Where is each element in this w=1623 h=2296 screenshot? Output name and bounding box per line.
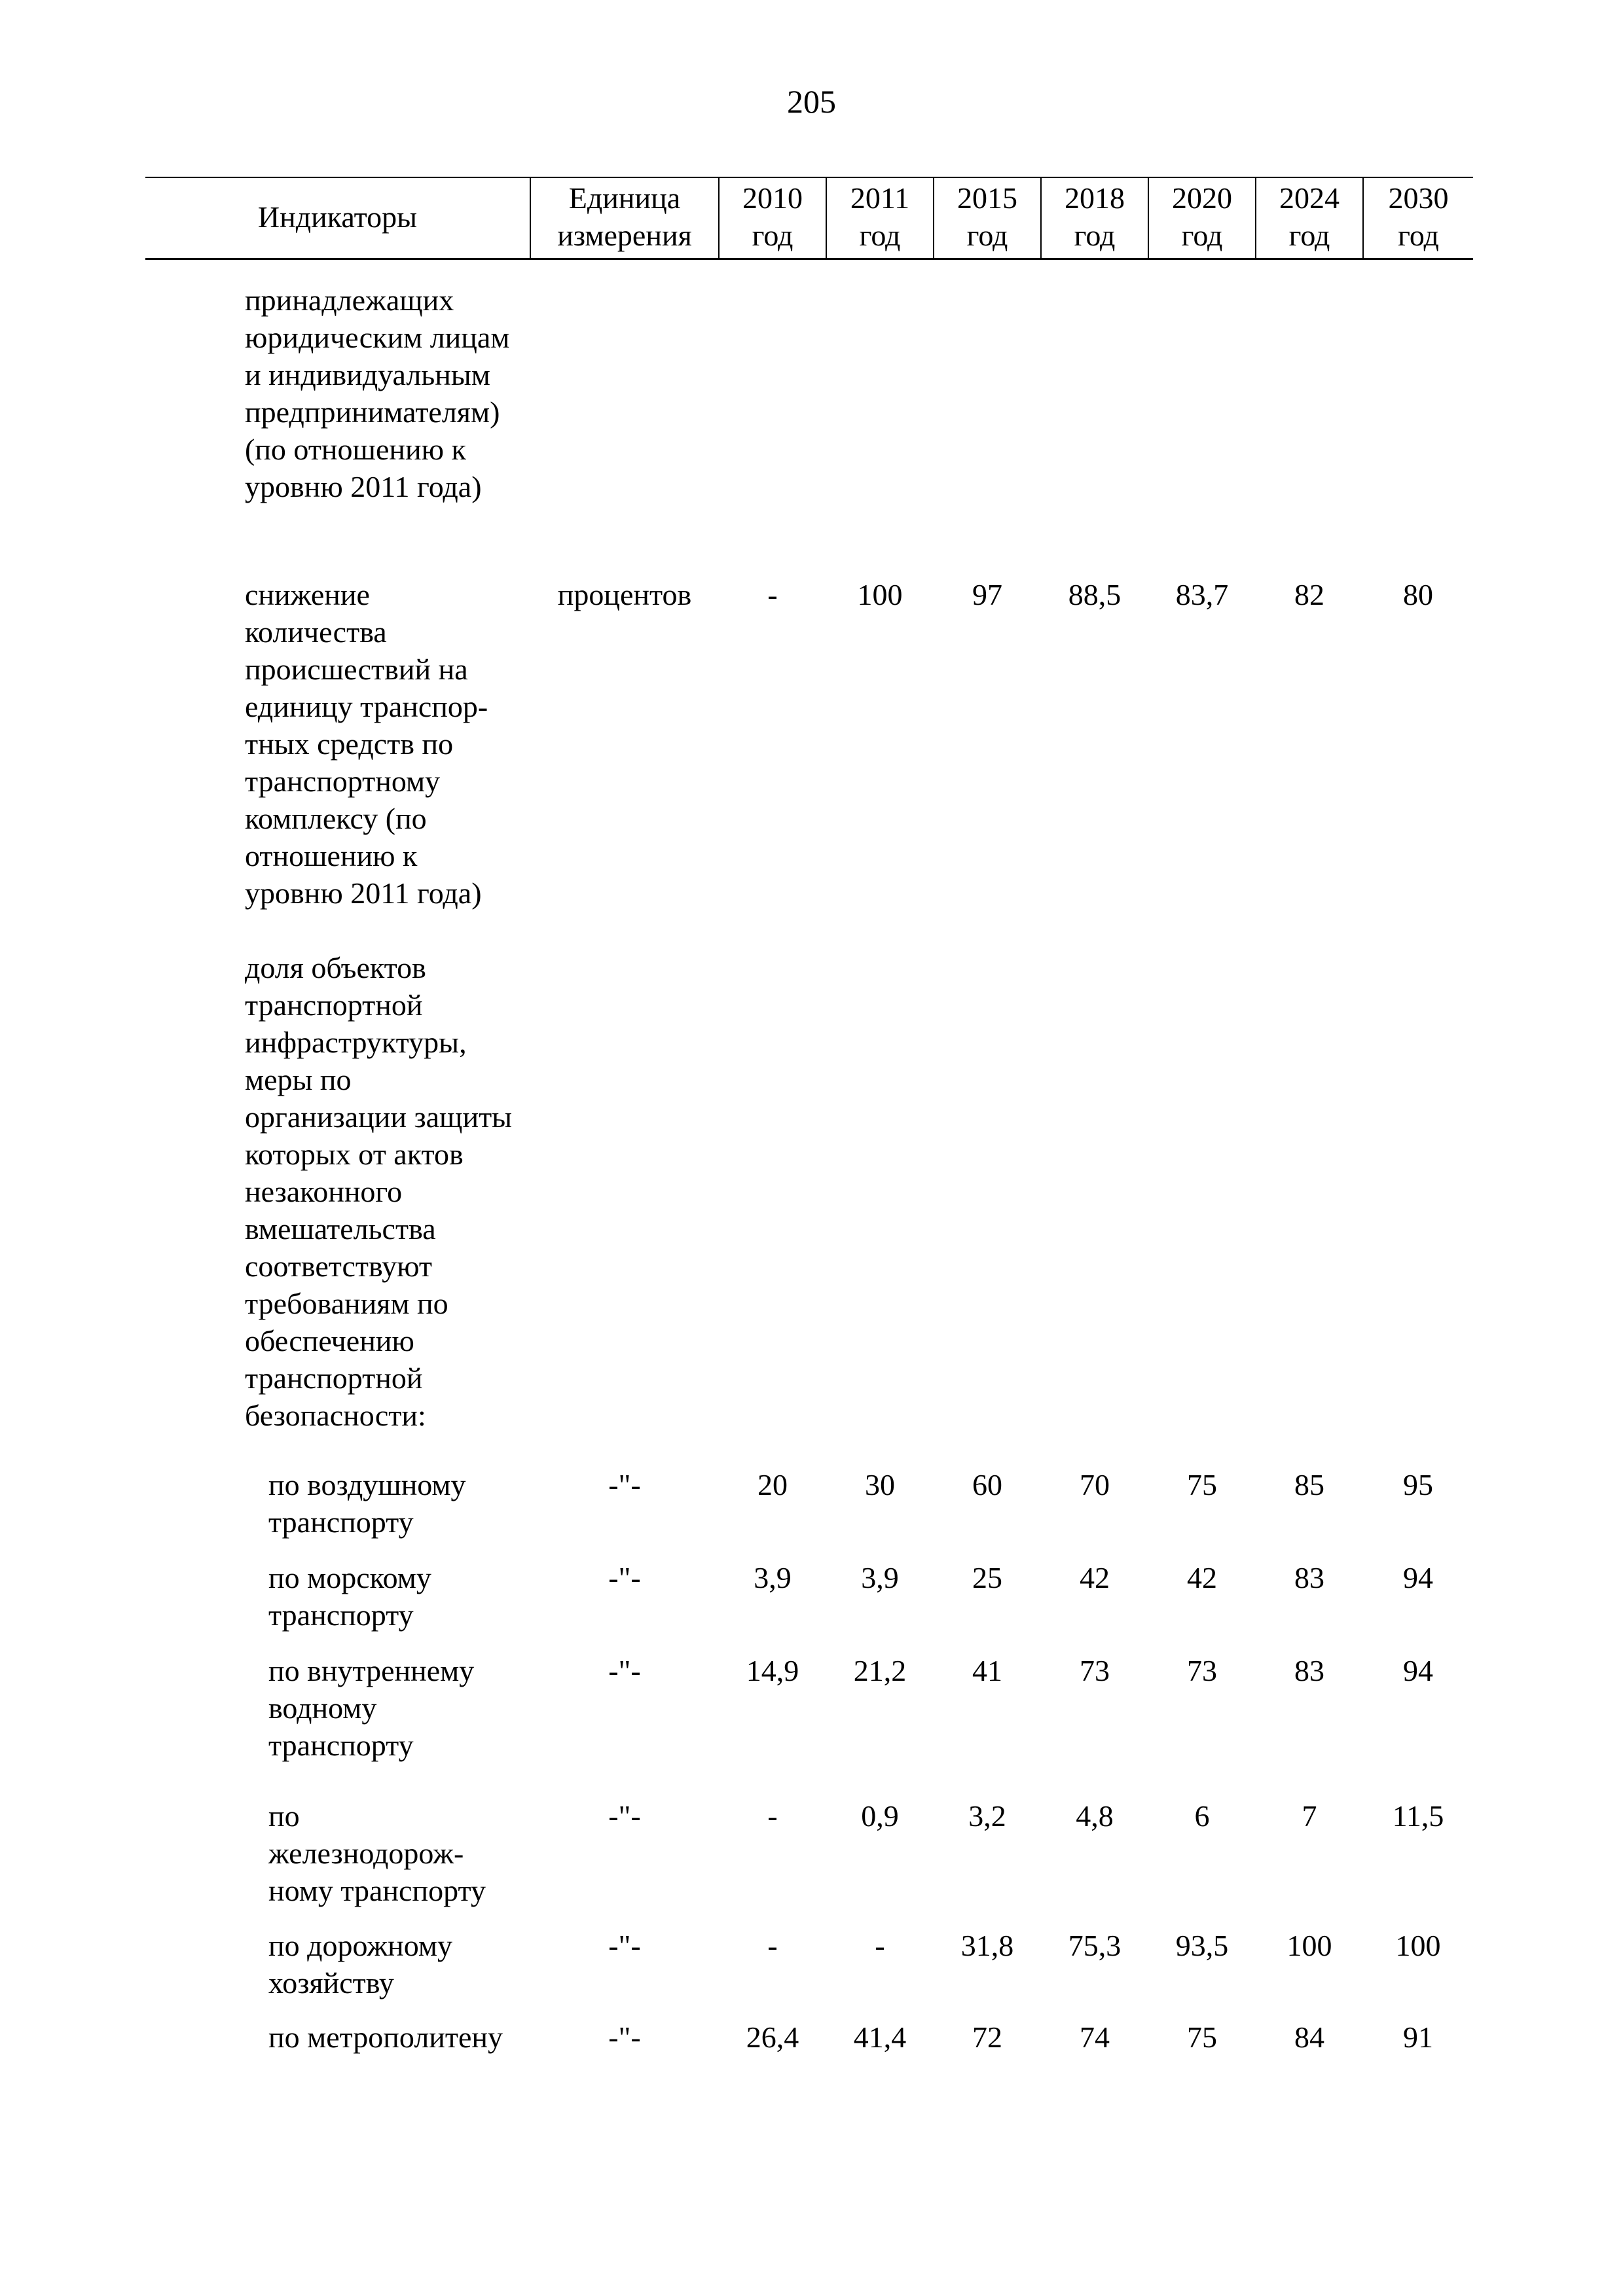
value-cell: 4,8 xyxy=(1076,1799,1114,1833)
value-cell: 3,9 xyxy=(754,1561,792,1594)
header-year-value: 2030 xyxy=(1388,181,1449,215)
value-cell: 73 xyxy=(1080,1654,1110,1687)
header-year-word: год xyxy=(966,219,1008,252)
header-year xyxy=(826,177,934,259)
indicator-cell: снижение количества происшествий на единицу транспор-тных средств по транспортному комплексу (по отношению к уровню 2011 года) xyxy=(245,578,488,910)
value-cell: 74 xyxy=(1080,2020,1110,2054)
value-cell xyxy=(1148,949,1256,1466)
value-cell xyxy=(1363,949,1473,1466)
value-cell: 41,4 xyxy=(853,2020,907,2054)
value-cell: 70 xyxy=(1080,1468,1110,1501)
indicator-cell: по железнодорож-ному транспорту xyxy=(268,1799,486,1907)
value-cell xyxy=(934,281,1041,576)
header-year-value: 2020 xyxy=(1172,181,1232,215)
unit-cell: -"- xyxy=(608,1929,641,1962)
header-year-word: год xyxy=(1288,219,1330,252)
value-cell: 82 xyxy=(1294,578,1324,611)
table-row xyxy=(145,1652,1473,1797)
header-year-word: год xyxy=(1181,219,1223,252)
value-cell: 25 xyxy=(972,1561,1002,1594)
table-row xyxy=(145,1466,1473,1559)
value-cell: 85 xyxy=(1294,1468,1324,1501)
value-cell xyxy=(1256,949,1363,1466)
value-cell: - xyxy=(767,1799,778,1833)
value-cell: - xyxy=(875,1929,885,1962)
table-row xyxy=(145,2018,1473,2071)
header-year-word: год xyxy=(1074,219,1116,252)
value-cell: 94 xyxy=(1403,1654,1433,1687)
value-cell: 84 xyxy=(1294,2020,1324,2054)
header-year-word: год xyxy=(859,219,901,252)
value-cell: 83 xyxy=(1294,1654,1324,1687)
header-year-value: 2018 xyxy=(1065,181,1125,215)
value-cell: 83,7 xyxy=(1175,578,1229,611)
header-year xyxy=(1148,177,1256,259)
value-cell xyxy=(934,949,1041,1466)
value-cell: 30 xyxy=(865,1468,895,1501)
value-cell: 73 xyxy=(1187,1654,1217,1687)
header-unit-line2: измерения xyxy=(557,219,692,252)
header-year-value: 2024 xyxy=(1279,181,1340,215)
value-cell: 21,2 xyxy=(853,1654,907,1687)
value-cell: 83 xyxy=(1294,1561,1324,1594)
value-cell: 7 xyxy=(1302,1799,1317,1833)
unit-cell: -"- xyxy=(608,1654,641,1687)
header-year xyxy=(934,177,1041,259)
value-cell: 72 xyxy=(972,2020,1002,2054)
header-year xyxy=(1363,177,1473,259)
unit-cell xyxy=(530,281,719,576)
value-cell: 100 xyxy=(857,578,903,611)
table-header xyxy=(145,177,1473,260)
unit-cell: процентов xyxy=(557,578,692,611)
value-cell: 94 xyxy=(1403,1561,1433,1594)
value-cell: 6 xyxy=(1194,1799,1210,1833)
value-cell: 95 xyxy=(1403,1468,1433,1501)
header-year xyxy=(1256,177,1363,259)
value-cell xyxy=(719,949,826,1466)
table-row xyxy=(145,1927,1473,2018)
table-row xyxy=(145,949,1473,1466)
value-cell: 75,3 xyxy=(1068,1929,1122,1962)
value-cell: 41 xyxy=(972,1654,1002,1687)
value-cell: 42 xyxy=(1080,1561,1110,1594)
unit-cell: -"- xyxy=(608,2020,641,2054)
indicator-cell: доля объектов транспортной инфраструктуры, меры по организации защиты которых от актов незаконного вмешательства соответствуют требованиям по обеспечению транспортной безопасности: xyxy=(245,951,513,1432)
header-year-value: 2011 xyxy=(850,181,910,215)
value-cell: 0,9 xyxy=(861,1799,899,1833)
value-cell: 3,9 xyxy=(861,1561,899,1594)
indicator-cell: по дорожному хозяйству xyxy=(268,1929,453,2000)
value-cell xyxy=(1041,281,1148,576)
unit-cell: -"- xyxy=(608,1561,641,1594)
value-cell: 11,5 xyxy=(1392,1799,1444,1833)
header-year xyxy=(719,177,826,259)
header-unit xyxy=(530,177,719,259)
header-year-word: год xyxy=(1398,219,1439,252)
header-year-value: 2015 xyxy=(957,181,1017,215)
indicator-cell: принадлежащих юридическим лицам и индивидуальным предпринимателям) (по отношению к уровню 2011 года) xyxy=(245,283,510,503)
table-row xyxy=(145,1797,1473,1927)
value-cell: 80 xyxy=(1403,578,1433,611)
value-cell: - xyxy=(767,1929,778,1962)
unit-cell xyxy=(530,949,719,1466)
value-cell xyxy=(826,949,934,1466)
page-number: 205 xyxy=(787,83,836,120)
value-cell: 20 xyxy=(757,1468,788,1501)
header-year-word: год xyxy=(752,219,793,252)
header-year xyxy=(1041,177,1148,259)
value-cell xyxy=(1148,281,1256,576)
value-cell xyxy=(1041,949,1148,1466)
value-cell xyxy=(719,281,826,576)
table-row xyxy=(145,1559,1473,1652)
value-cell: 60 xyxy=(972,1468,1002,1501)
value-cell: 100 xyxy=(1286,1929,1332,1962)
value-cell xyxy=(1363,281,1473,576)
unit-cell: -"- xyxy=(608,1799,641,1833)
value-cell: 75 xyxy=(1187,2020,1217,2054)
value-cell: 31,8 xyxy=(960,1929,1014,1962)
indicator-cell: по метрополитену xyxy=(268,2020,503,2054)
value-cell: 3,2 xyxy=(968,1799,1006,1833)
value-cell: 93,5 xyxy=(1175,1929,1229,1962)
value-cell: - xyxy=(767,578,778,611)
table-body xyxy=(145,281,1473,2071)
value-cell: 88,5 xyxy=(1068,578,1122,611)
value-cell xyxy=(826,281,934,576)
value-cell: 14,9 xyxy=(746,1654,799,1687)
header-year-value: 2010 xyxy=(742,181,803,215)
indicator-cell: по воздушному транспорту xyxy=(268,1468,466,1539)
table-row xyxy=(145,281,1473,576)
unit-cell: -"- xyxy=(608,1468,641,1501)
value-cell: 42 xyxy=(1187,1561,1217,1594)
value-cell xyxy=(1256,281,1363,576)
value-cell: 100 xyxy=(1395,1929,1441,1962)
indicator-cell: по морскому транспорту xyxy=(268,1561,431,1632)
value-cell: 26,4 xyxy=(746,2020,799,2054)
value-cell: 75 xyxy=(1187,1468,1217,1501)
value-cell: 97 xyxy=(972,578,1002,611)
header-indicator: Индикаторы xyxy=(257,200,418,234)
indicator-cell: по внутреннему водному транспорту xyxy=(268,1654,475,1762)
table-row xyxy=(145,576,1473,949)
header-unit-line1: Единица xyxy=(568,181,681,215)
value-cell: 91 xyxy=(1403,2020,1433,2054)
